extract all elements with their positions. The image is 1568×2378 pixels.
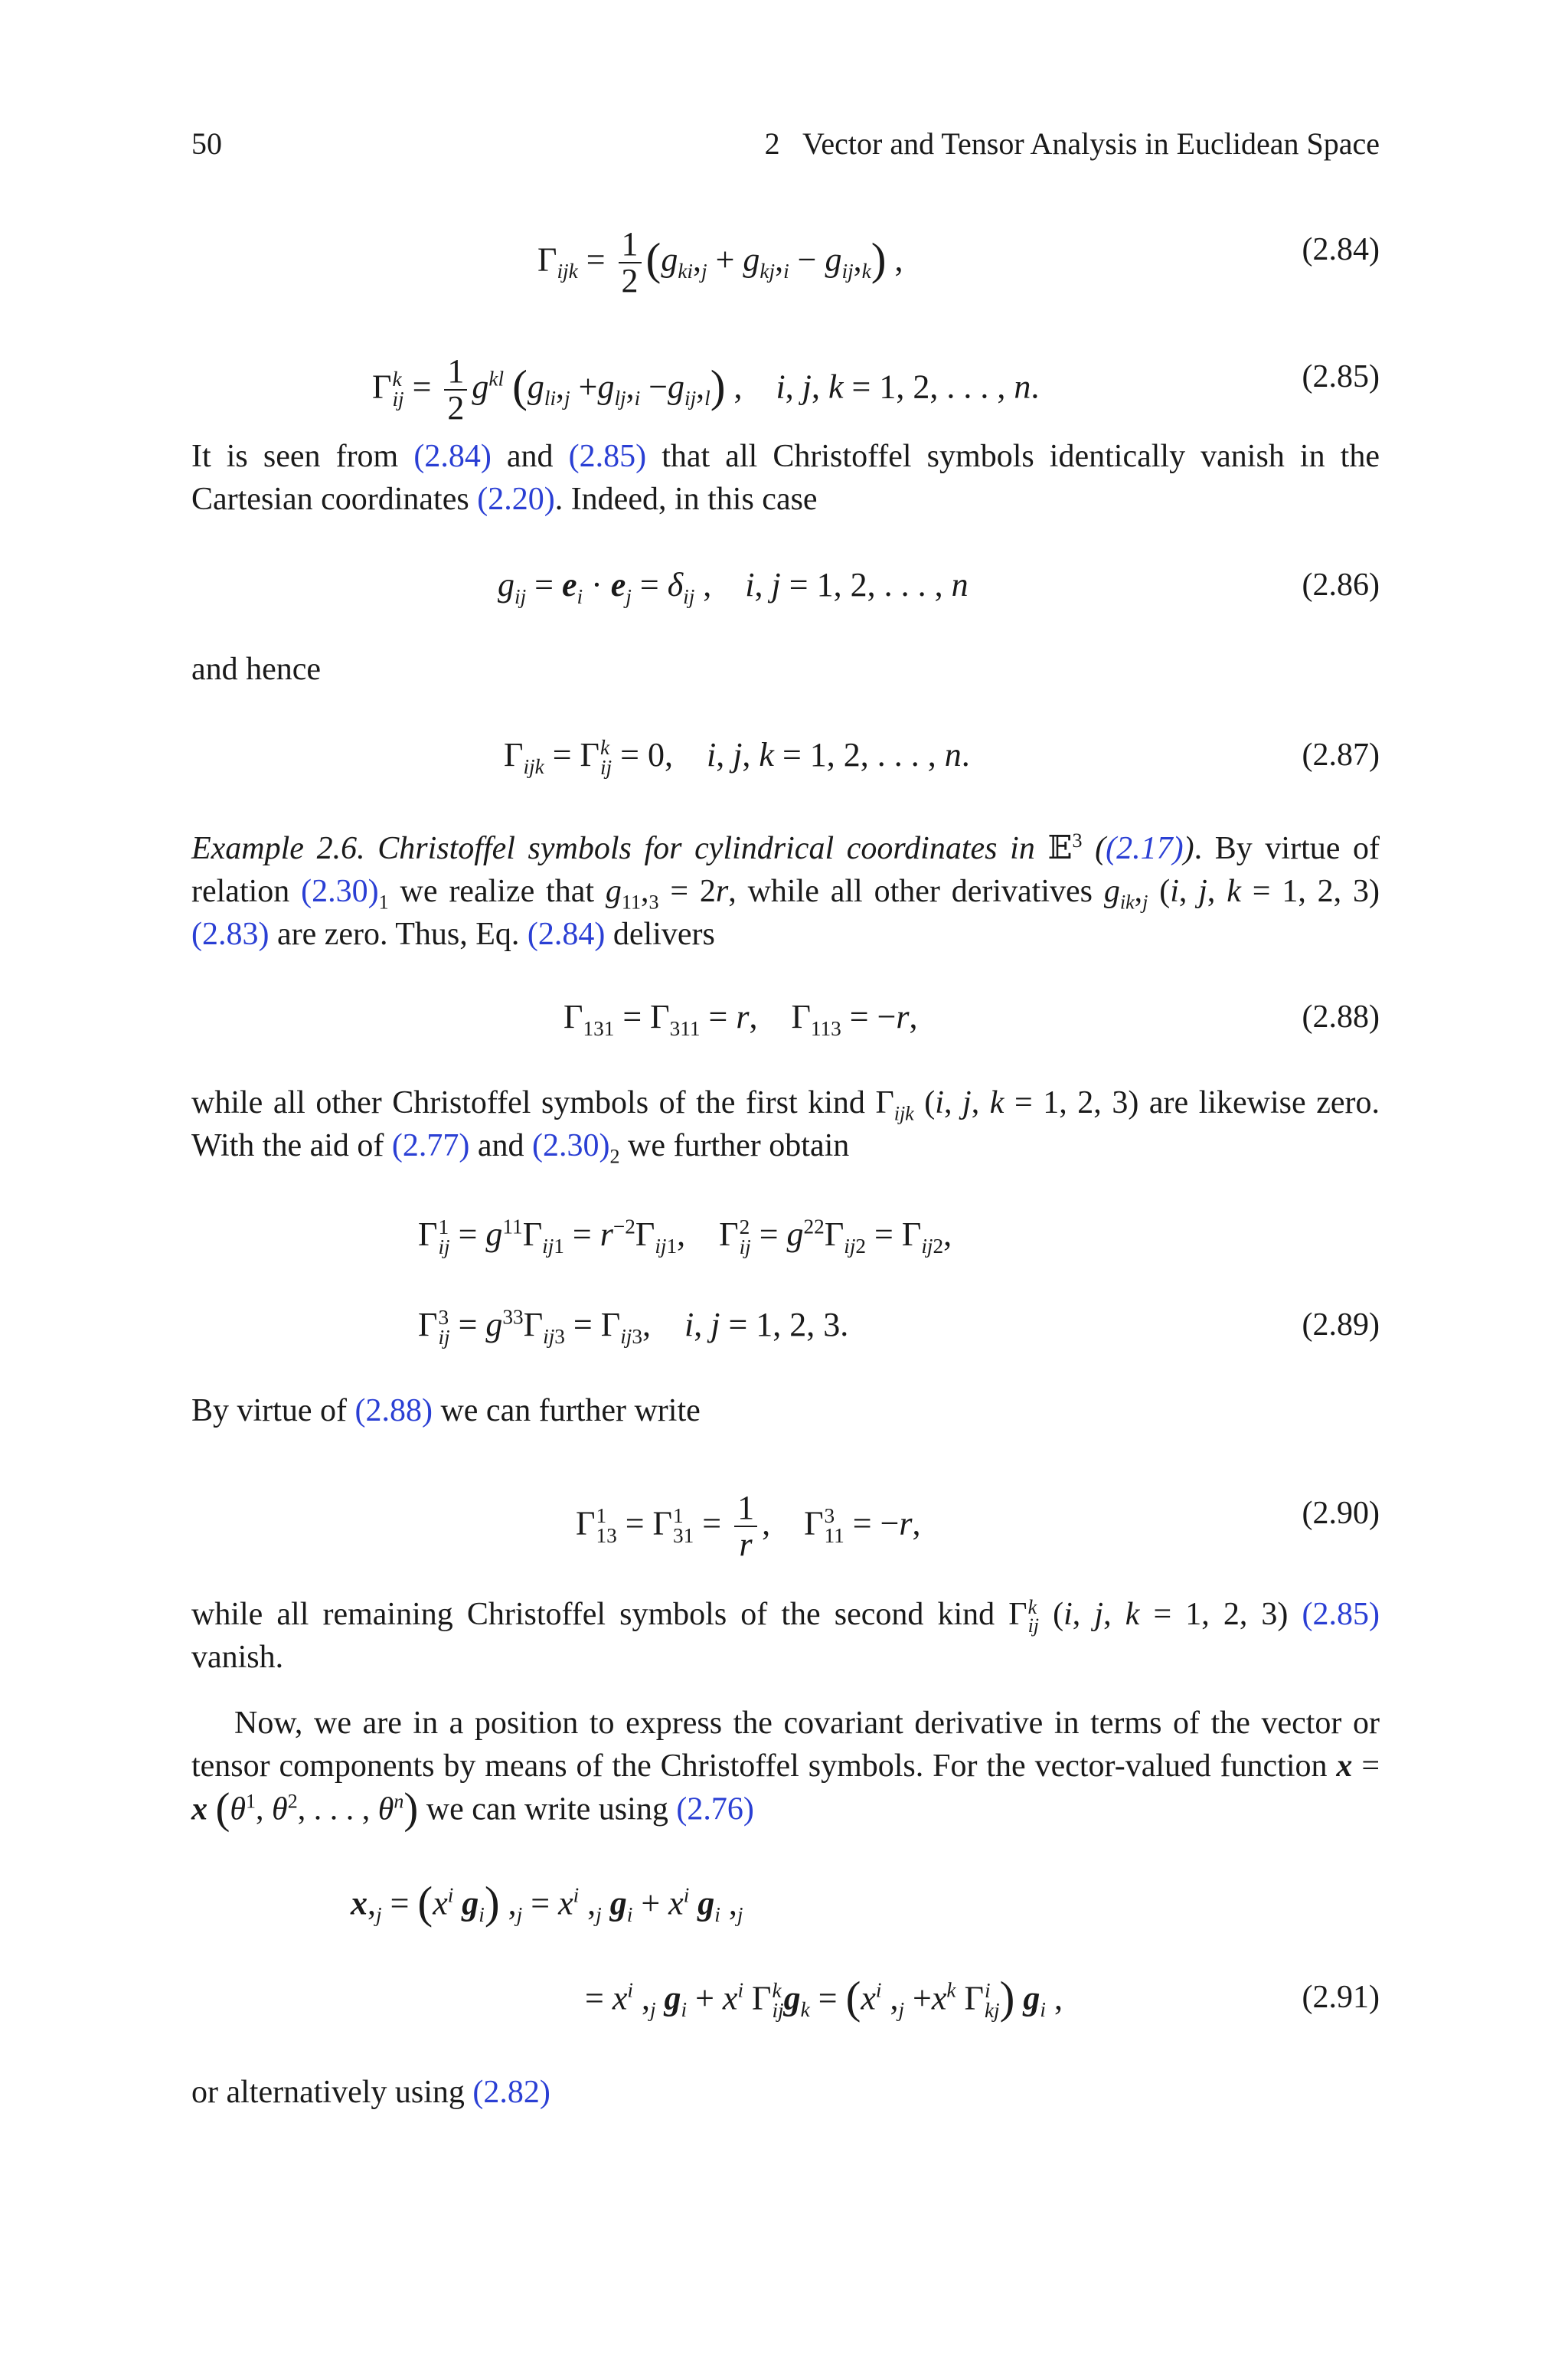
equation-number: (2.88)	[1302, 999, 1380, 1035]
book-page: 50 2 Vector and Tensor Analysis in Euclidean Space $\Gamma_{ijk}$ = $\frac{1}{2}$ $(g_{ki},_j + g_{kj},_i - g_{ij},_k)$ , (2.84) Γ k ij = $\frac{1}{2}$ $g^{kl}$ $(g_{li},_j +g_{lj},_i -g_{ij},_l)$ , i, j, k = 1, 2, . . . , n. (2.85) It is seen from (2.84) and (2.85) that all Christoffel symbols identically vanish in the Cartesian coordinates (2.20). Indeed, in this case $g_{ij} = e_i \cdot e_j = \delta_{ij}$ , i, j = 1, 2, . . . , n (2.86) and hence $\Gamma_{ijk} = \Gamma$ k ij = 0, i, j, k = 1, 2, . . . , n. (2.87) Example 2.6. Christoffel symbols for cylindrical coordinates in 𝔼$^3$ ((2.17)). By virtue of relation $(2.30)_1$ we realize that $g_{11},_3 = 2r$, while all other derivatives $g_{ik},_j$ (i, j, k = 1, 2, 3) (2.83) are zero. Thus, Eq. (2.84) delivers $\Gamma_{131} = \Gamma_{311} = r$, $\Gamma_{113} = -r$, (2.88) while all other Christoffel symbols of the first kind $\Gamma_{ijk}$ (i, j, k = 1, 2, 3) are likewise zero. With the aid of (2.77) and $(2.30)_2$ we further obtain Γ 1 ij = $g^{11}\Gamma_{ij1} = r^{-2}\Gamma_{ij1}$, Γ 2 ij = $g^{22}\Gamma_{ij2} = \Gamma_{ij2}$, Γ 3 ij = $g^{33}\Gamma_{ij3} = \Gamma_{ij3}$, i, j = 1, 2, 3. (2.89) By virtue of (2.88) we can further write Γ 1 13 = Γ 1 31 = $\frac{1}{r}$ , Γ 3 11 = −r, (2.90) while all remaining Christoffel symbols of the second kind Γ k ij (i, j, k = 1, 2, 3) (2.85) vanish. Now, we are in a position to express the covariant derivative in terms of the vector or tensor components by means of the Christoffel symbols. For the vector-valued function x = x ($\theta^1$, $\theta^2$, . . . , $\theta^n$) we can write using (2.76) $x,_j = (x^i$ $g_i$) $,_j = x^i$ $,_j$ $g_i + x^i$ $g_i$ $,_j$ = $x^i$ $,_j$ $g_i + x^i$ Γ k ij $g_k = (x^i$ $,_j +x^k$ Γ i kj ) $g_i$ , (2.91) or alternatively using (2.82)	[0, 0, 1568, 2378]
equation-link[interactable]: (2.88)	[354, 1393, 433, 1428]
equation-link[interactable]: (2.30)	[532, 1128, 610, 1163]
paragraph: while all other Christoffel symbols of the first kind $\Gamma_{ijk}$ (i, j, k = 1, 2, 3) are likewise zero. With the aid of (2.77) and $(2.30)_2$ we further obtain	[191, 1085, 1380, 1168]
paragraph: or alternatively using (2.82)	[191, 2075, 550, 2110]
equation-link[interactable]: (2.84)	[413, 439, 492, 474]
example-paragraph: Example 2.6. Christoffel symbols for cylindrical coordinates in 𝔼$^3$ ((2.17)). By virtue of relation $(2.30)_1$ we realize that $g_{11},_3 = 2r$, while all other derivatives $g_{ik},_j$ (i, j, k = 1, 2, 3) (2.83) are zero. Thus, Eq. (2.84) delivers	[191, 829, 1380, 952]
equation-number: (2.90)	[1302, 1496, 1380, 1531]
equation-link[interactable]: (2.30)	[301, 874, 379, 909]
equation-number: (2.84)	[1302, 232, 1380, 267]
equation-link[interactable]: (2.20)	[477, 482, 555, 517]
equation-number: (2.91)	[1302, 1980, 1380, 2015]
equation-link[interactable]: (2.17)	[1106, 831, 1184, 866]
paragraph: Now, we are in a position to express the covariant derivative in terms of the vector or tensor components by means of the Christoffel symbols. For the vector-valued function x = x ($\theta^1$, $\theta^2$, . . . , $\theta^n$) we can write using (2.76)	[191, 1706, 1380, 1833]
equation-number: (2.86)	[1302, 568, 1380, 603]
equation-number: (2.89)	[1302, 1307, 1380, 1343]
equation-number: (2.87)	[1302, 738, 1380, 773]
example-title: Example 2.6. Christoffel symbols for cylindrical coordinates in	[191, 831, 1048, 866]
equation-link[interactable]: (2.83)	[191, 917, 270, 952]
equation-link[interactable]: (2.84)	[527, 917, 606, 952]
equation-number: (2.85)	[1302, 359, 1380, 394]
page-number: 50	[191, 126, 222, 161]
equation-link[interactable]: (2.77)	[391, 1128, 470, 1163]
paragraph: It is seen from (2.84) and (2.85) that all Christoffel symbols identically vanish in the Cartesian coordinates (2.20). Indeed, in this case	[191, 439, 1380, 517]
paragraph: By virtue of (2.88) we can further write	[191, 1393, 701, 1428]
paragraph: while all remaining Christoffel symbols of the second kind Γ k ij (i, j, k = 1, 2, 3) (2.85) vanish.	[191, 1595, 1380, 1676]
running-title: 2 Vector and Tensor Analysis in Euclidean Space	[764, 126, 1380, 161]
equation-link[interactable]: (2.82)	[472, 2075, 550, 2110]
equation-link[interactable]: (2.85)	[1302, 1597, 1380, 1632]
equation-link[interactable]: (2.76)	[676, 1791, 754, 1827]
paragraph: and hence	[191, 652, 322, 687]
equation-link[interactable]: (2.85)	[568, 439, 647, 474]
